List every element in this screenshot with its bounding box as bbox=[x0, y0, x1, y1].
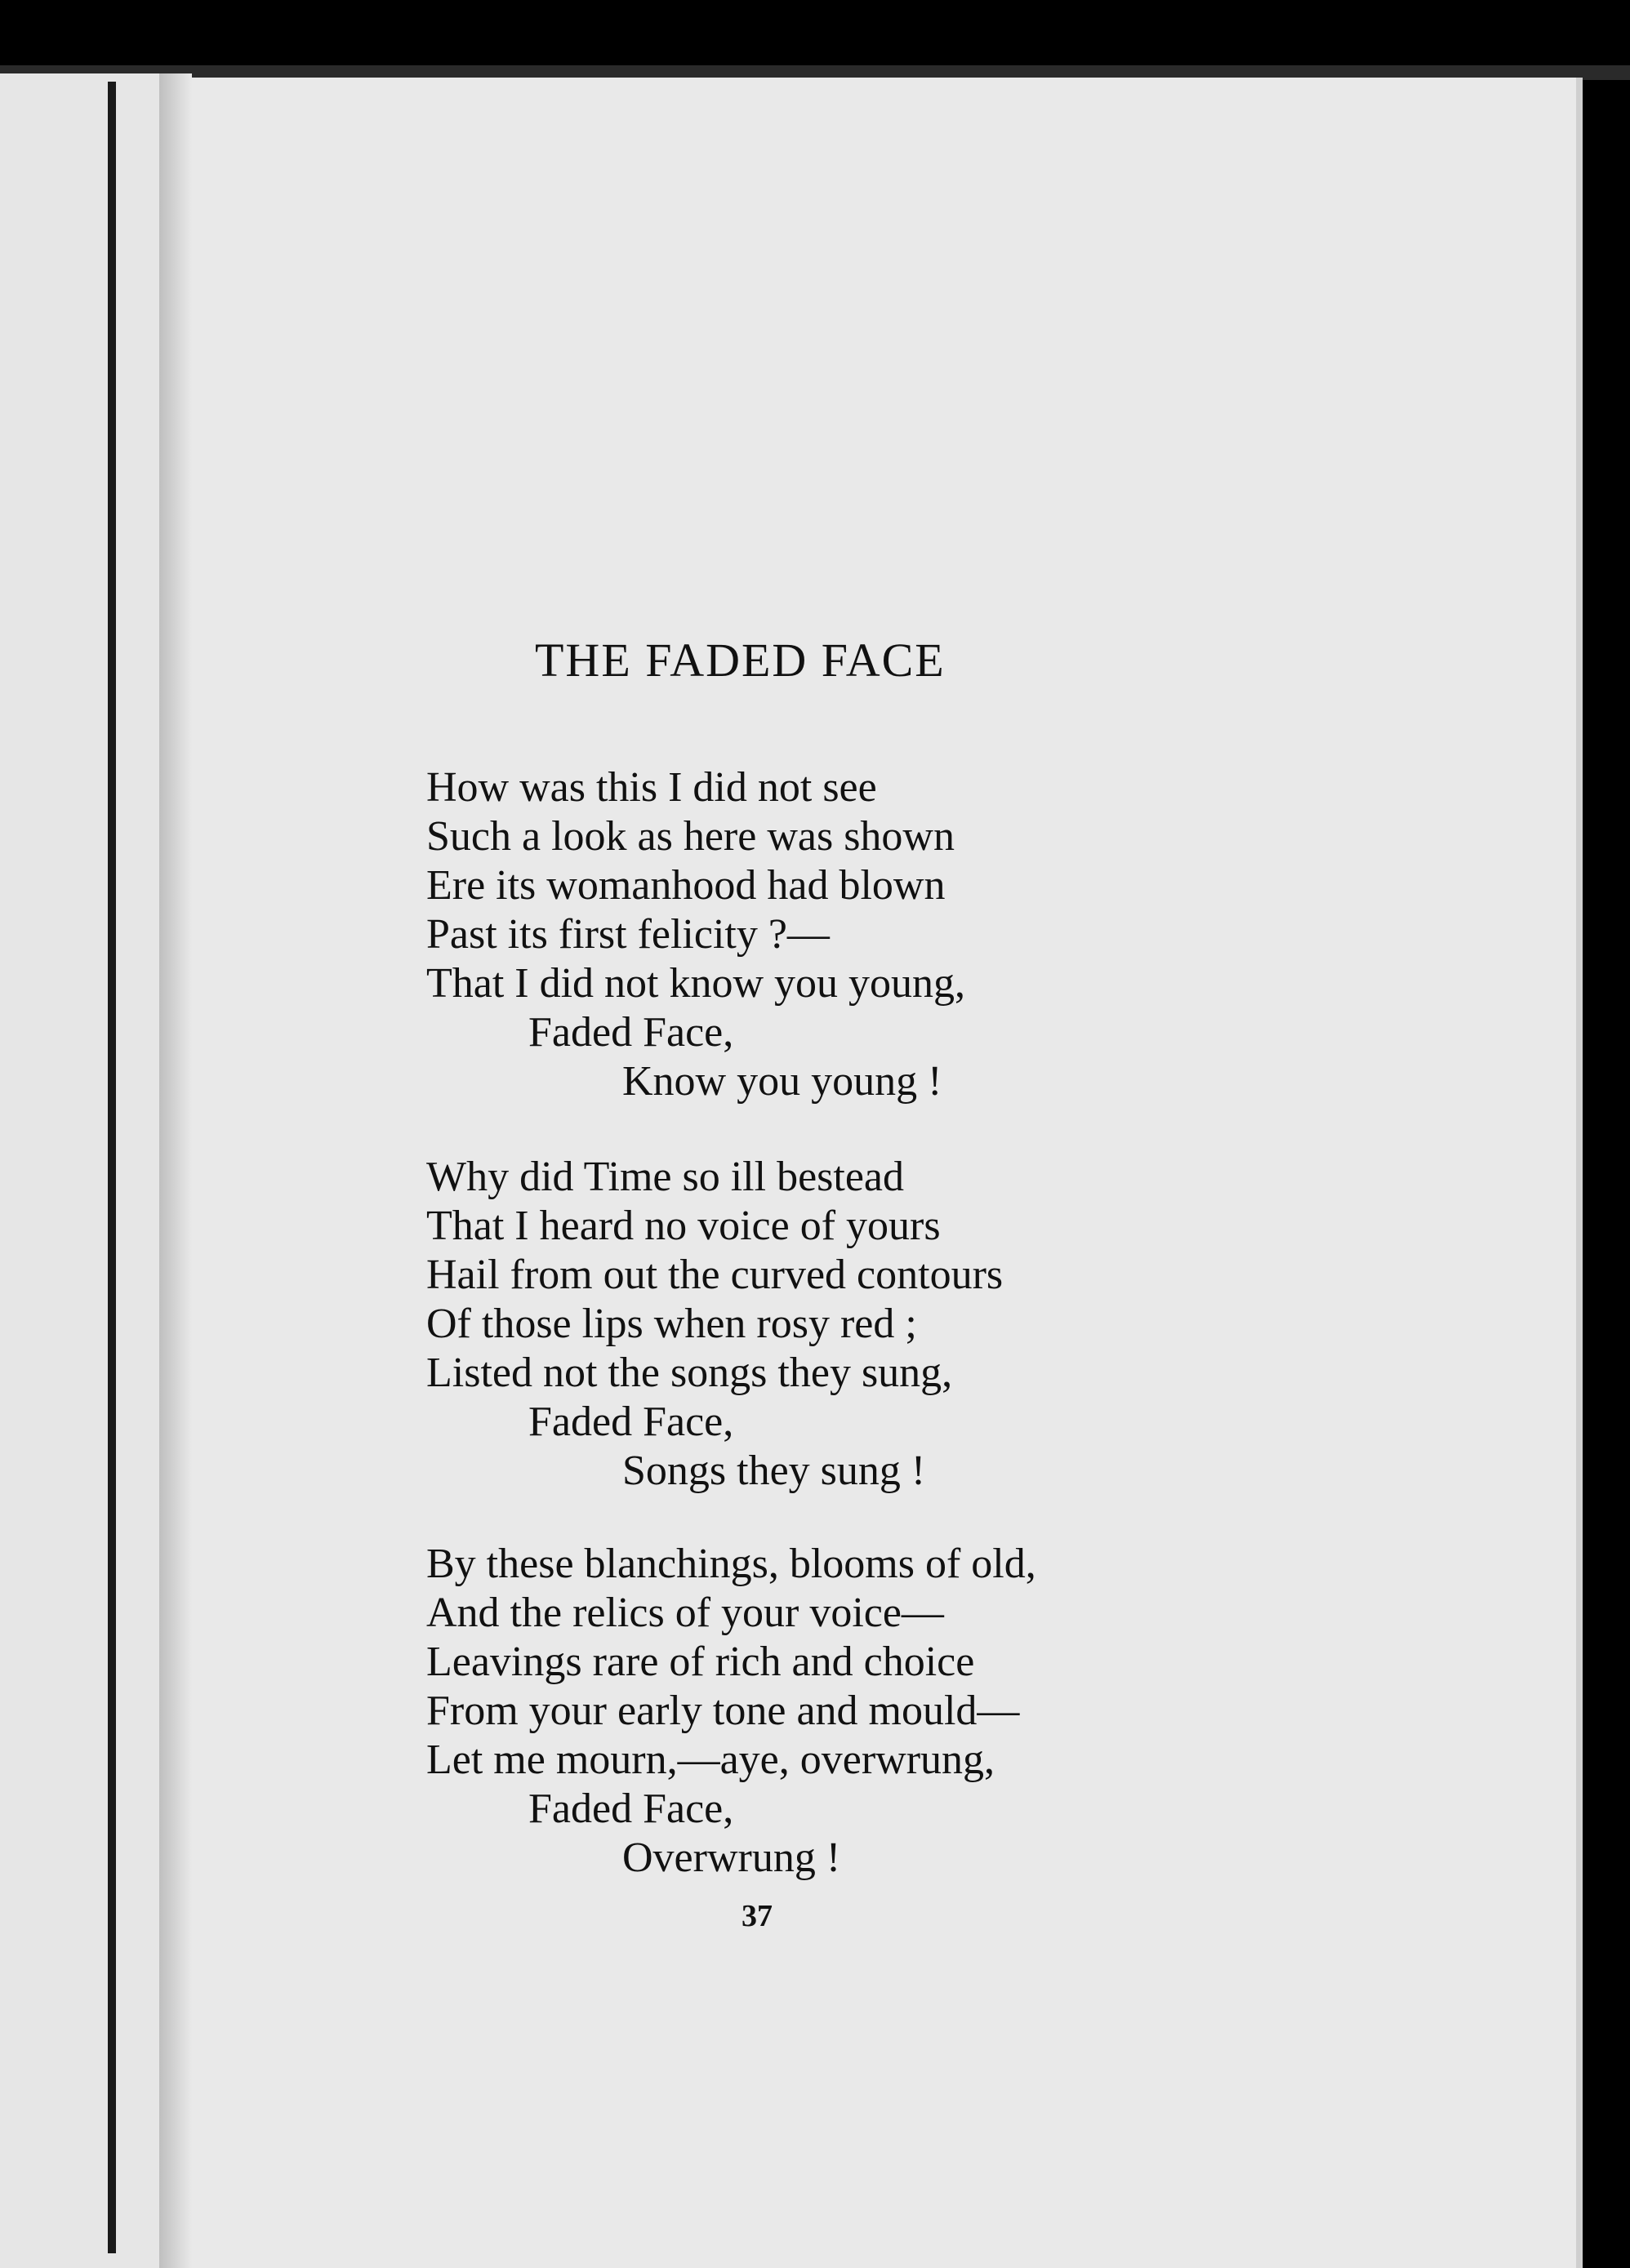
poem-line: And the relics of your voice— bbox=[426, 1590, 944, 1636]
poem-refrain-line: Songs they sung ! bbox=[622, 1448, 926, 1494]
poem-refrain-line: Faded Face, bbox=[528, 1399, 734, 1445]
stanza-2 bbox=[426, 1153, 1003, 1496]
stanza-1 bbox=[426, 763, 965, 1106]
page-number: 37 bbox=[742, 1899, 773, 1933]
poem-refrain-line: Know you young ! bbox=[622, 1058, 942, 1105]
poem-line: Leavings rare of rich and choice bbox=[426, 1639, 975, 1685]
poem-refrain-line: Overwrung ! bbox=[622, 1834, 841, 1881]
poem-line: Of those lips when rosy red ; bbox=[426, 1301, 917, 1347]
poem-line: From your early tone and mould— bbox=[426, 1688, 1020, 1734]
poem-line: Such a look as here was shown bbox=[426, 813, 955, 860]
poem-refrain-line: Faded Face, bbox=[528, 1785, 734, 1832]
poem-line: That I did not know you young, bbox=[426, 960, 966, 1007]
poem-line: Why did Time so ill bestead bbox=[426, 1154, 904, 1200]
poem-refrain-line: Faded Face, bbox=[528, 1009, 734, 1056]
poem-line: That I heard no voice of yours bbox=[426, 1203, 941, 1249]
poem-line: By these blanchings, blooms of old, bbox=[426, 1541, 1036, 1587]
poem-line: Listed not the songs they sung, bbox=[426, 1350, 953, 1396]
poem-line: How was this I did not see bbox=[426, 764, 877, 811]
poem-line: Ere its womanhood had blown bbox=[426, 862, 946, 909]
poem-line: Hail from out the curved contours bbox=[426, 1252, 1004, 1298]
stanza-3 bbox=[426, 1540, 1036, 1883]
poem-title: THE FADED FACE bbox=[535, 634, 946, 687]
poem-line: Past its first felicity ?— bbox=[426, 911, 830, 958]
poem-line: Let me mourn,—aye, overwrung, bbox=[426, 1737, 995, 1783]
